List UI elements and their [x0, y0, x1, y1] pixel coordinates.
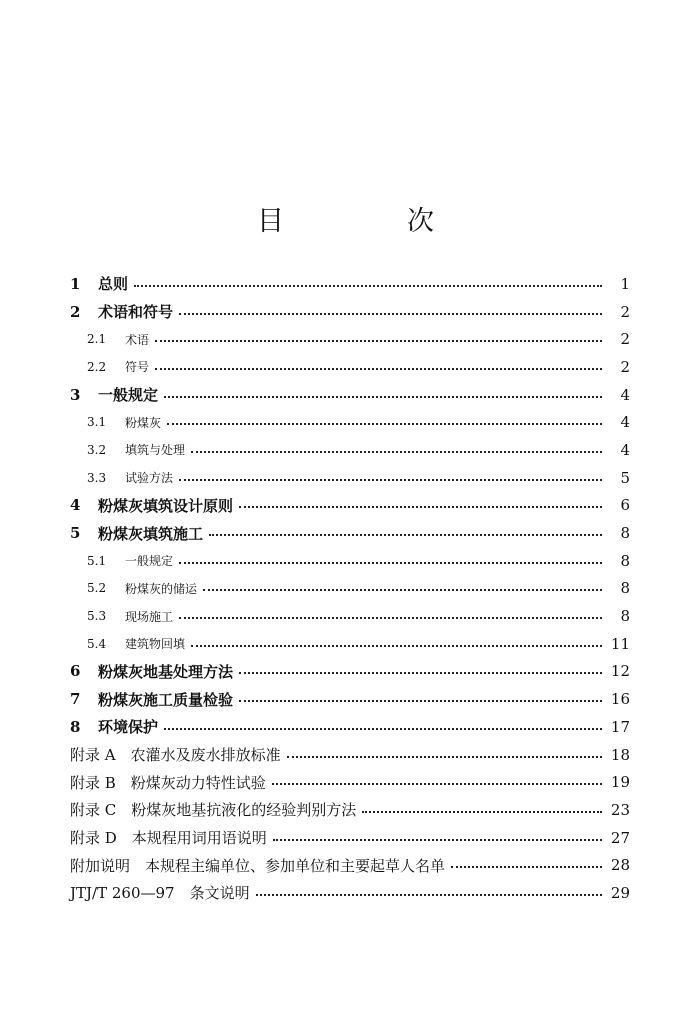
toc-entry-title: 术语 — [125, 332, 150, 347]
toc-entry-page: 28 — [610, 856, 630, 875]
toc-entry-page: 16 — [610, 690, 630, 709]
toc-entry-number: 8 — [70, 717, 81, 736]
toc-entry-page: 6 — [620, 496, 630, 515]
toc-entry[interactable] — [70, 575, 630, 603]
toc-entry-page: 2 — [620, 357, 630, 376]
toc-entry-title: 现场施工 — [125, 609, 174, 624]
toc-entry-page: 29 — [610, 883, 630, 902]
toc-entry-page: 18 — [610, 745, 630, 764]
toc-entry[interactable] — [70, 270, 630, 298]
toc-entry-title: 粉煤灰的储运 — [125, 581, 198, 596]
toc-entry-number: 3 — [70, 385, 81, 404]
toc-entry-title: JTJ/T 260—97 条文说明 — [70, 884, 250, 903]
dot-leader — [239, 700, 602, 702]
toc-entry-title: 一般规定 — [125, 554, 174, 569]
toc-entry-page: 17 — [610, 717, 630, 736]
toc-entry-page: 8 — [620, 551, 630, 570]
toc-entry-number: 5.3 — [87, 609, 107, 624]
toc-entry-title: 符号 — [125, 360, 150, 375]
toc-entry-title: 附录 D 本规程用词用语说明 — [70, 829, 267, 848]
toc-entry-title: 填筑与处理 — [125, 443, 186, 458]
toc-entry[interactable] — [70, 741, 630, 769]
toc-entry-page: 23 — [610, 800, 630, 819]
toc-entry-title: 粉煤灰地基处理方法 — [98, 662, 234, 681]
toc-entry[interactable] — [70, 519, 630, 547]
toc-entry[interactable] — [70, 353, 630, 381]
toc-entry-page: 12 — [610, 662, 630, 681]
dot-leader — [167, 423, 602, 425]
toc-entry[interactable] — [70, 298, 630, 326]
dot-leader — [179, 617, 602, 619]
toc-entry-number: 5.2 — [87, 581, 107, 596]
toc-entry[interactable] — [70, 768, 630, 796]
dot-leader — [191, 645, 602, 647]
toc-entry-number: 5 — [70, 524, 81, 543]
toc-entry[interactable] — [70, 464, 630, 492]
toc-entry-title: 术语和符号 — [98, 303, 174, 322]
toc-entry-number: 1 — [70, 274, 81, 293]
toc-entry-number: 2 — [70, 302, 81, 321]
toc-entry-page: 8 — [620, 579, 630, 598]
dot-leader — [273, 839, 602, 841]
toc-entry[interactable] — [70, 436, 630, 464]
toc-entry-page: 4 — [620, 413, 630, 432]
toc-entry[interactable] — [70, 381, 630, 409]
toc-entry[interactable] — [70, 879, 630, 907]
toc-entry-title: 总则 — [98, 275, 129, 294]
dot-leader — [155, 340, 602, 342]
dot-leader — [451, 866, 602, 868]
toc-entry-number: 3.1 — [87, 415, 107, 430]
toc-entry[interactable] — [70, 685, 630, 713]
toc-entry-title: 环境保护 — [98, 718, 159, 737]
toc-entry-page: 27 — [610, 828, 630, 847]
toc-entry[interactable] — [70, 408, 630, 436]
dot-leader — [179, 562, 602, 564]
toc-entry[interactable] — [70, 824, 630, 852]
toc-entry-title: 粉煤灰 — [125, 415, 162, 430]
dot-leader — [362, 811, 602, 813]
dot-leader — [209, 534, 602, 536]
toc-entry[interactable] — [70, 851, 630, 879]
toc-entry-page: 8 — [620, 607, 630, 626]
toc-entry-number: 2.1 — [87, 332, 107, 347]
toc-entry-title: 建筑物回填 — [125, 637, 186, 652]
page-title: 目 次 — [257, 206, 482, 237]
toc-entry-number: 3.2 — [87, 442, 107, 457]
toc-entry-number: 3.3 — [87, 470, 107, 485]
toc-entry-number: 2.2 — [87, 359, 107, 374]
toc-entry[interactable] — [70, 796, 630, 824]
toc-entry-number: 5.4 — [87, 636, 107, 651]
toc-entry-number: 6 — [70, 662, 81, 681]
dot-leader — [287, 756, 602, 758]
dot-leader — [191, 451, 602, 453]
toc-entry-number: 7 — [70, 690, 81, 709]
toc-entry[interactable] — [70, 547, 630, 575]
toc-entry-title: 粉煤灰施工质量检验 — [98, 690, 234, 709]
toc-entry-title: 附加说明 本规程主编单位、参加单位和主要起草人名单 — [70, 856, 446, 875]
dot-leader — [155, 368, 602, 370]
dot-leader — [203, 589, 602, 591]
toc-entry-title: 一般规定 — [98, 386, 159, 405]
toc-entry[interactable] — [70, 492, 630, 520]
toc-entry-title: 试验方法 — [125, 471, 174, 486]
toc-entry-number: 5.1 — [87, 553, 107, 568]
toc-entry-title: 附录 B 粉煤灰动力特性试验 — [70, 773, 266, 792]
toc-entry-page: 2 — [620, 302, 630, 321]
table-of-contents — [70, 270, 630, 907]
toc-entry[interactable] — [70, 602, 630, 630]
toc-entry[interactable] — [70, 658, 630, 686]
toc-entry-page: 2 — [620, 330, 630, 349]
toc-entry[interactable] — [70, 713, 630, 741]
dot-leader — [239, 506, 602, 508]
toc-entry-title: 附录 A 农灌水及废水排放标准 — [70, 746, 281, 765]
dot-leader — [272, 783, 602, 785]
dot-leader — [164, 728, 602, 730]
toc-entry[interactable] — [70, 325, 630, 353]
dot-leader — [164, 396, 602, 398]
toc-entry[interactable] — [70, 630, 630, 658]
dot-leader — [239, 672, 602, 674]
dot-leader — [256, 894, 602, 896]
toc-entry-page: 11 — [610, 634, 630, 653]
toc-entry-title: 粉煤灰填筑设计原则 — [98, 496, 234, 515]
dot-leader — [179, 479, 602, 481]
dot-leader — [134, 285, 602, 287]
toc-entry-title: 粉煤灰填筑施工 — [98, 524, 204, 543]
toc-entry-title: 附录 C 粉煤灰地基抗液化的经验判别方法 — [70, 801, 357, 820]
toc-entry-page: 19 — [610, 773, 630, 792]
toc-entry-page: 1 — [620, 274, 630, 293]
toc-entry-page: 8 — [620, 524, 630, 543]
dot-leader — [179, 313, 602, 315]
toc-entry-number: 4 — [70, 496, 81, 515]
toc-entry-page: 4 — [620, 440, 630, 459]
toc-entry-page: 4 — [620, 385, 630, 404]
toc-entry-page: 5 — [620, 468, 630, 487]
